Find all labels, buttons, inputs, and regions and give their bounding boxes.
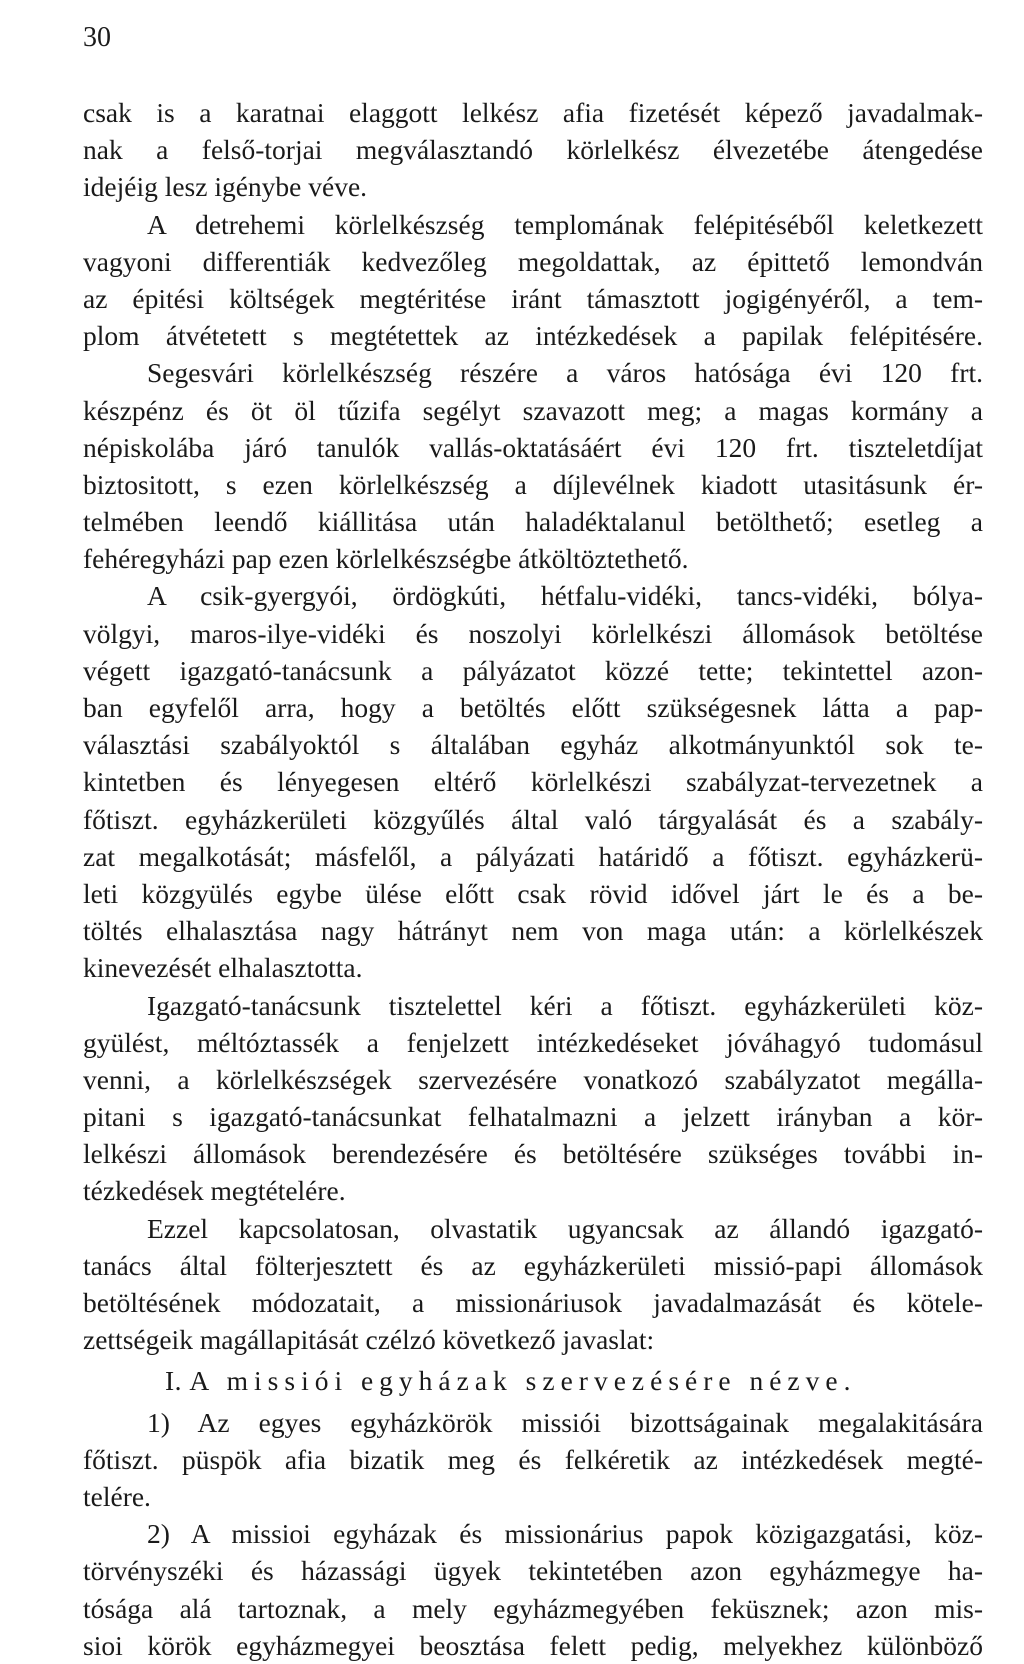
body-text: [83, 94, 983, 1664]
text-line: tósága alá tartoznak, a mely egyházmegyében feküsznek; azon mis-: [83, 1592, 983, 1624]
text-line: sioi körök egyházmegyei beosztása felett pedig, melyekhez különböző: [83, 1629, 983, 1661]
text-line: lelkészi állomások berendezésére és betöltésére szükséges további in-: [83, 1138, 983, 1170]
text-line: plom átvétetett s megtétettek az intézkedések a papilak felépitésére.: [83, 320, 983, 352]
text-line: töltés elhalasztása nagy hátrányt nem von maga után: a körlelkészek: [83, 915, 983, 947]
paragraph: [83, 206, 983, 355]
text-line: főtiszt. egyházkerületi közgyűlés által való tárgyalását és a szabály-: [83, 803, 983, 835]
page-number: 30: [83, 22, 111, 53]
text-line: völgyi, maros-ilye-vidéki és noszolyi körlelkészi állomások betöltése: [83, 617, 983, 649]
text-line: gyülést, méltóztassék a fenjelzett intézkedéseket jóváhagyó tudomásul: [83, 1026, 983, 1058]
text-line: csak is a karatnai elaggott lelkész afia fizetését képező javadalmak-: [83, 97, 983, 128]
paragraph: [83, 354, 983, 577]
text-line: kintetben és lényegesen eltérő körlelkészi szabályzat-tervezetnek a: [83, 766, 983, 798]
text-line: pitani s igazgató-tanácsunkat felhatalmazni a jelzett irányban a kör-: [83, 1101, 983, 1133]
text-line: zettségeik magállapitását czélzó következő javaslat:: [83, 1324, 655, 1356]
text-line: az épitési költségek megtéritése iránt támasztott jogigényéről, a tem-: [83, 282, 983, 314]
text-line: Ezzel kapcsolatosan, olvastatik ugyancsak az állandó igazgató-: [147, 1212, 983, 1244]
text-line: idejéig lesz igénybe véve.: [83, 171, 368, 203]
text-line: törvényszéki és házassági ügyek tekintetében azon egyházmegye ha-: [83, 1555, 983, 1587]
text-line: venni, a körlelkészségek szervezésére vonatkozó szabályzatot megálla-: [83, 1063, 983, 1095]
text-line: A csik-gyergyói, ördögkúti, hétfalu-vidéki, tancs-vidéki, bólya-: [147, 580, 983, 612]
text-line: fehéregyházi pap ezen körlelkészségbe átköltöztethető.: [83, 543, 689, 575]
text-line: tézkedések megtételére.: [83, 1175, 346, 1207]
section-heading: [83, 1362, 983, 1399]
paragraph: [83, 1210, 983, 1359]
text-line: 2) A missioi egyházak és missionárius papok közigazgatási, köz-: [147, 1518, 983, 1550]
text-line: telmében leendő kiállitása után haladéktalanul betölthető; esetleg a: [83, 506, 983, 538]
text-line: tanács által fölterjesztett és az egyházkerületi missió-papi állomások: [83, 1249, 983, 1281]
text-line: biztositott, s ezen körlelkészség a díjlevélnek kiadott utasitásunk ér-: [83, 468, 983, 500]
numbered-item: [83, 1404, 983, 1516]
text-line: ban egyfelől arra, hogy a betöltés előtt szükségesnek látta a pap-: [83, 692, 983, 723]
text-line: leti közgyülés egybe ülése előtt csak rövid idővel járt le és a be-: [83, 877, 983, 909]
text-line: főtiszt. püspök afia bizatik meg és felkéretik az intézkedések megté-: [83, 1443, 983, 1475]
text-line: kinevezését elhalasztotta.: [83, 952, 363, 984]
text-line: vagyoni differentiák kedvezőleg megoldattak, az épittető lemondván: [83, 245, 983, 277]
text-line: választási szabályoktól s általában egyház alkotmányunktól sok te-: [83, 729, 983, 761]
text-line: népiskolába járó tanulók vallás-oktatásáért évi 120 frt. tiszteletdíjat: [83, 431, 983, 463]
paragraph: [83, 94, 983, 206]
paragraph: [83, 577, 983, 986]
numbered-item: [83, 1515, 983, 1664]
text-line: nak a felső-torjai megválasztandó körlelkész élvezetébe átengedése: [83, 134, 983, 166]
text-line: Igazgató-tanácsunk tisztelettel kéri a főtiszt. egyházkerületi köz-: [147, 989, 983, 1021]
text-line: végett igazgató-tanácsunk a pályázatot közzé tette; tekintettel azon-: [83, 654, 983, 686]
text-line: telére.: [83, 1480, 151, 1512]
text-line: Segesvári körlelkészség részére a város hatósága évi 120 frt.: [147, 357, 983, 389]
section-heading-text: A missiói egyházak szervezésére nézve.: [189, 1365, 857, 1397]
section-numeral: I.: [165, 1365, 183, 1397]
paragraph: [83, 987, 983, 1210]
text-line: készpénz és öt öl tűzifa segélyt szavazott meg; a magas kormány a: [83, 394, 983, 426]
text-line: betöltésének módozatait, a missionáriusok javadalmazását és kötele-: [83, 1287, 983, 1318]
text-line: A detrehemi körlelkészség templomának felépitéséből keletkezett: [147, 208, 983, 240]
text-line: 1) Az egyes egyházkörök missiói bizottságainak megalakitására: [147, 1406, 983, 1438]
text-line: zat megalkotását; másfelől, a pályázati határidő a főtiszt. egyházkerü-: [83, 840, 983, 872]
